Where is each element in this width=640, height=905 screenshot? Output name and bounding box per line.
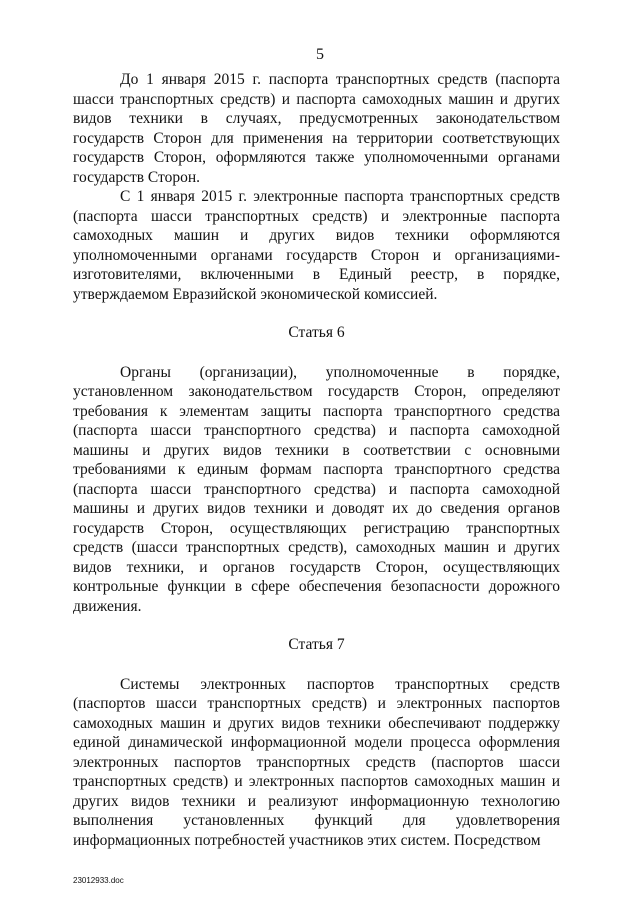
footer-filename: 23012933.doc: [73, 876, 124, 885]
article-7-heading: Статья 7: [288, 636, 345, 653]
document-body: [73, 70, 560, 850]
article-6-paragraph: Органы (организации), уполномоченные в порядке, установленном законодательством государств Сторон, определяют требования к элементам защиты паспорта транспортного средства (паспорта шасси транспортного средства) и паспорта самоходной машины и других видов техники в соответствии с основными требованиями к единым формам паспорта транспортного средства (паспорта шасси транспортного средства) и паспорта самоходной машины и других видов техники и доводят их до сведения органов государств Сторон, осуществляющих регистрацию транспортных средств (шасси транспортных средств), самоходных машин и других видов техники, и органов государств Сторон, осуществляющих контрольные функции в сфере обеспечения безопасности дорожного движения.: [73, 363, 560, 615]
page-number: 5: [316, 46, 324, 63]
article-6-heading: Статья 6: [288, 324, 345, 341]
paragraph-from-2015: С 1 января 2015 г. электронные паспорта транспортных средств (паспорта шасси транспортных средств) и электронные паспорта самоходных машин и других видов техники оформляются уполномоченными органами государств Сторон и организациями-изготовителями, включенными в Единый реестр, в порядке, утверждаемом Евразийской экономической комиссией.: [73, 188, 560, 303]
paragraph-before-2015: До 1 января 2015 г. паспорта транспортных средств (паспорта шасси транспортных средств) и паспорта самоходных машин и других видов техники в случаях, предусмотренных законодательством государств Сторон для применения на территории соответствующих государств Сторон, оформляются также уполномоченными органами государств Сторон.: [73, 71, 560, 186]
article-7-paragraph: Системы электронных паспортов транспортных средств (паспортов шасси транспортных средств) и электронных паспортов самоходных машин и других видов техники обеспечивают поддержку единой динамической информационной модели процесса оформления электронных паспортов транспортных средств (паспортов шасси транспортных средств) и электронных паспортов самоходных машин и других видов техники и реализуют информационную технологию выполнения установленных функций для удовлетворения информационных потребностей участников этих систем. Посредством: [73, 675, 560, 849]
